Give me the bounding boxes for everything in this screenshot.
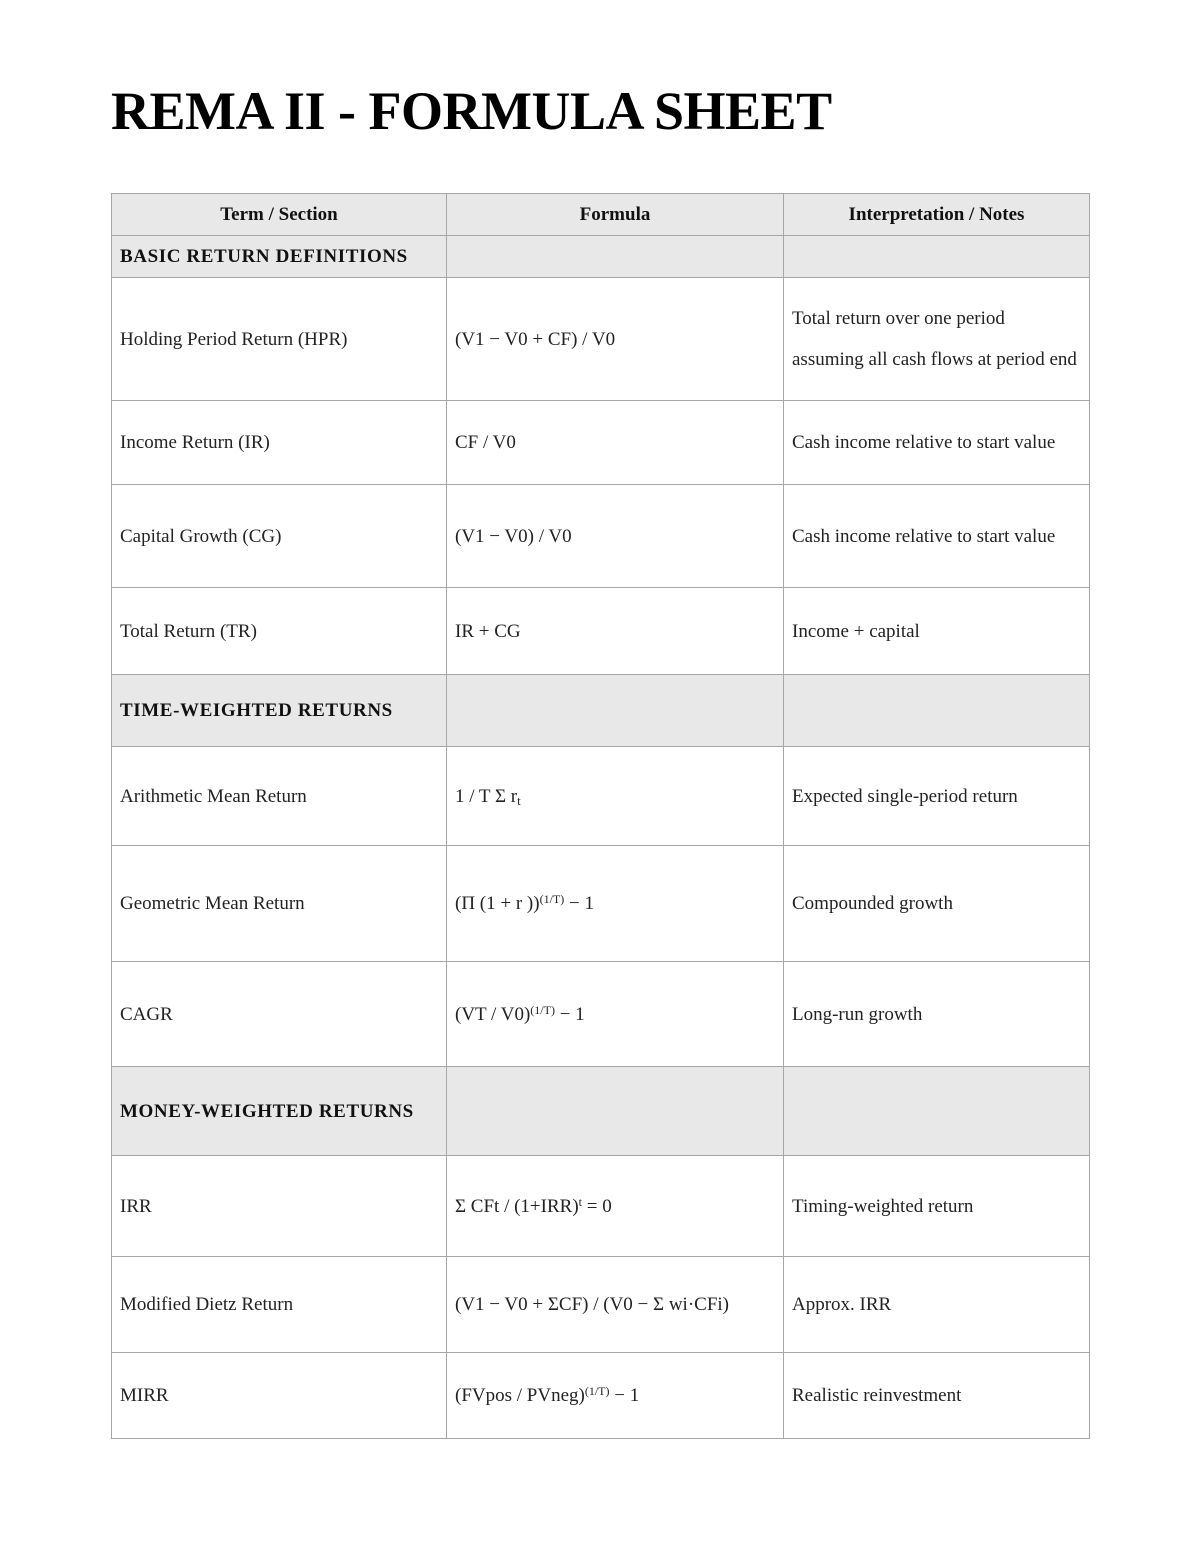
term-cell: Geometric Mean Return <box>112 846 447 962</box>
note-cell: Timing-weighted return <box>784 1156 1090 1257</box>
section-row-time-weighted <box>112 675 1090 747</box>
header-term: Term / Section <box>112 194 447 236</box>
section-title: TIME-WEIGHTED RETURNS <box>112 675 447 747</box>
table-row-irr <box>112 1156 1090 1257</box>
formula-cell: (V1 − V0 + ΣCF) / (V0 − Σ wi·CFi) <box>447 1257 784 1353</box>
section-empty-cell <box>447 236 784 278</box>
header-notes: Interpretation / Notes <box>784 194 1090 236</box>
term-cell: MIRR <box>112 1353 447 1439</box>
term-cell: Holding Period Return (HPR) <box>112 278 447 401</box>
note-cell: Expected single-period return <box>784 747 1090 846</box>
note-cell: Approx. IRR <box>784 1257 1090 1353</box>
table-row-ir <box>112 401 1090 485</box>
table-row-hpr <box>112 278 1090 401</box>
formula-superscript: (1/T) <box>530 1002 555 1017</box>
table-row-mirr <box>112 1353 1090 1439</box>
section-empty-cell <box>784 1067 1090 1156</box>
term-cell: CAGR <box>112 962 447 1067</box>
document-title: REMA II - FORMULA SHEET <box>111 81 832 141</box>
section-title: BASIC RETURN DEFINITIONS <box>112 236 447 278</box>
formula-main: (Π (1 + r )) <box>455 893 540 914</box>
note-cell: Total return over one period assuming all cash flows at period end <box>784 278 1090 401</box>
formula-superscript: (1/T) <box>539 892 565 906</box>
formula-subscript: t <box>517 792 521 808</box>
formula-cell <box>447 1156 784 1257</box>
formula-table <box>111 193 1090 1439</box>
formula-tail: = 0 <box>582 1195 612 1217</box>
formula-tail: − 1 <box>564 893 594 914</box>
formula-cell <box>447 846 784 962</box>
section-empty-cell <box>784 675 1090 747</box>
note-cell: Cash income relative to start value <box>784 485 1090 588</box>
formula-tail: − 1 <box>554 1003 585 1025</box>
formula-main: 1 / T Σ r <box>455 785 518 807</box>
formula-cell: IR + CG <box>447 588 784 675</box>
section-empty-cell <box>784 236 1090 278</box>
section-row-money-weighted <box>112 1067 1090 1156</box>
section-empty-cell <box>447 1067 784 1156</box>
table-row-modified-dietz <box>112 1257 1090 1353</box>
formula-cell <box>447 1353 784 1439</box>
note-cell: Long-run growth <box>784 962 1090 1067</box>
note-cell: Cash income relative to start value <box>784 401 1090 485</box>
formula-cell <box>447 747 784 846</box>
section-row-basic <box>112 236 1090 278</box>
table-row-tr <box>112 588 1090 675</box>
formula-cell: (V1 − V0 + CF) / V0 <box>447 278 784 401</box>
formula-cell: CF / V0 <box>447 401 784 485</box>
section-empty-cell <box>447 675 784 747</box>
note-cell: Compounded growth <box>784 846 1090 962</box>
formula-tail: − 1 <box>609 1385 640 1406</box>
section-title: MONEY-WEIGHTED RETURNS <box>112 1067 447 1156</box>
table-header-row <box>112 194 1090 236</box>
formula-main: (FVpos / PVneg) <box>455 1385 585 1406</box>
formula-superscript: (1/T) <box>584 1384 610 1398</box>
term-cell: Income Return (IR) <box>112 401 447 485</box>
term-cell: Capital Growth (CG) <box>112 485 447 588</box>
formula-cell: (V1 − V0) / V0 <box>447 485 784 588</box>
note-cell: Income + capital <box>784 588 1090 675</box>
formula-superscript: t <box>578 1194 582 1209</box>
term-cell: IRR <box>112 1156 447 1257</box>
term-cell: Arithmetic Mean Return <box>112 747 447 846</box>
table-row-arithmetic-mean <box>112 747 1090 846</box>
header-formula: Formula <box>447 194 784 236</box>
term-cell: Modified Dietz Return <box>112 1257 447 1353</box>
formula-cell <box>447 962 784 1067</box>
table-row-geometric-mean <box>112 846 1090 962</box>
formula-main: (VT / V0) <box>455 1003 531 1025</box>
table-row-cg <box>112 485 1090 588</box>
term-cell: Total Return (TR) <box>112 588 447 675</box>
table-row-cagr <box>112 962 1090 1067</box>
note-cell: Realistic reinvestment <box>784 1353 1090 1439</box>
formula-main: Σ CFt / (1+IRR) <box>455 1195 579 1217</box>
